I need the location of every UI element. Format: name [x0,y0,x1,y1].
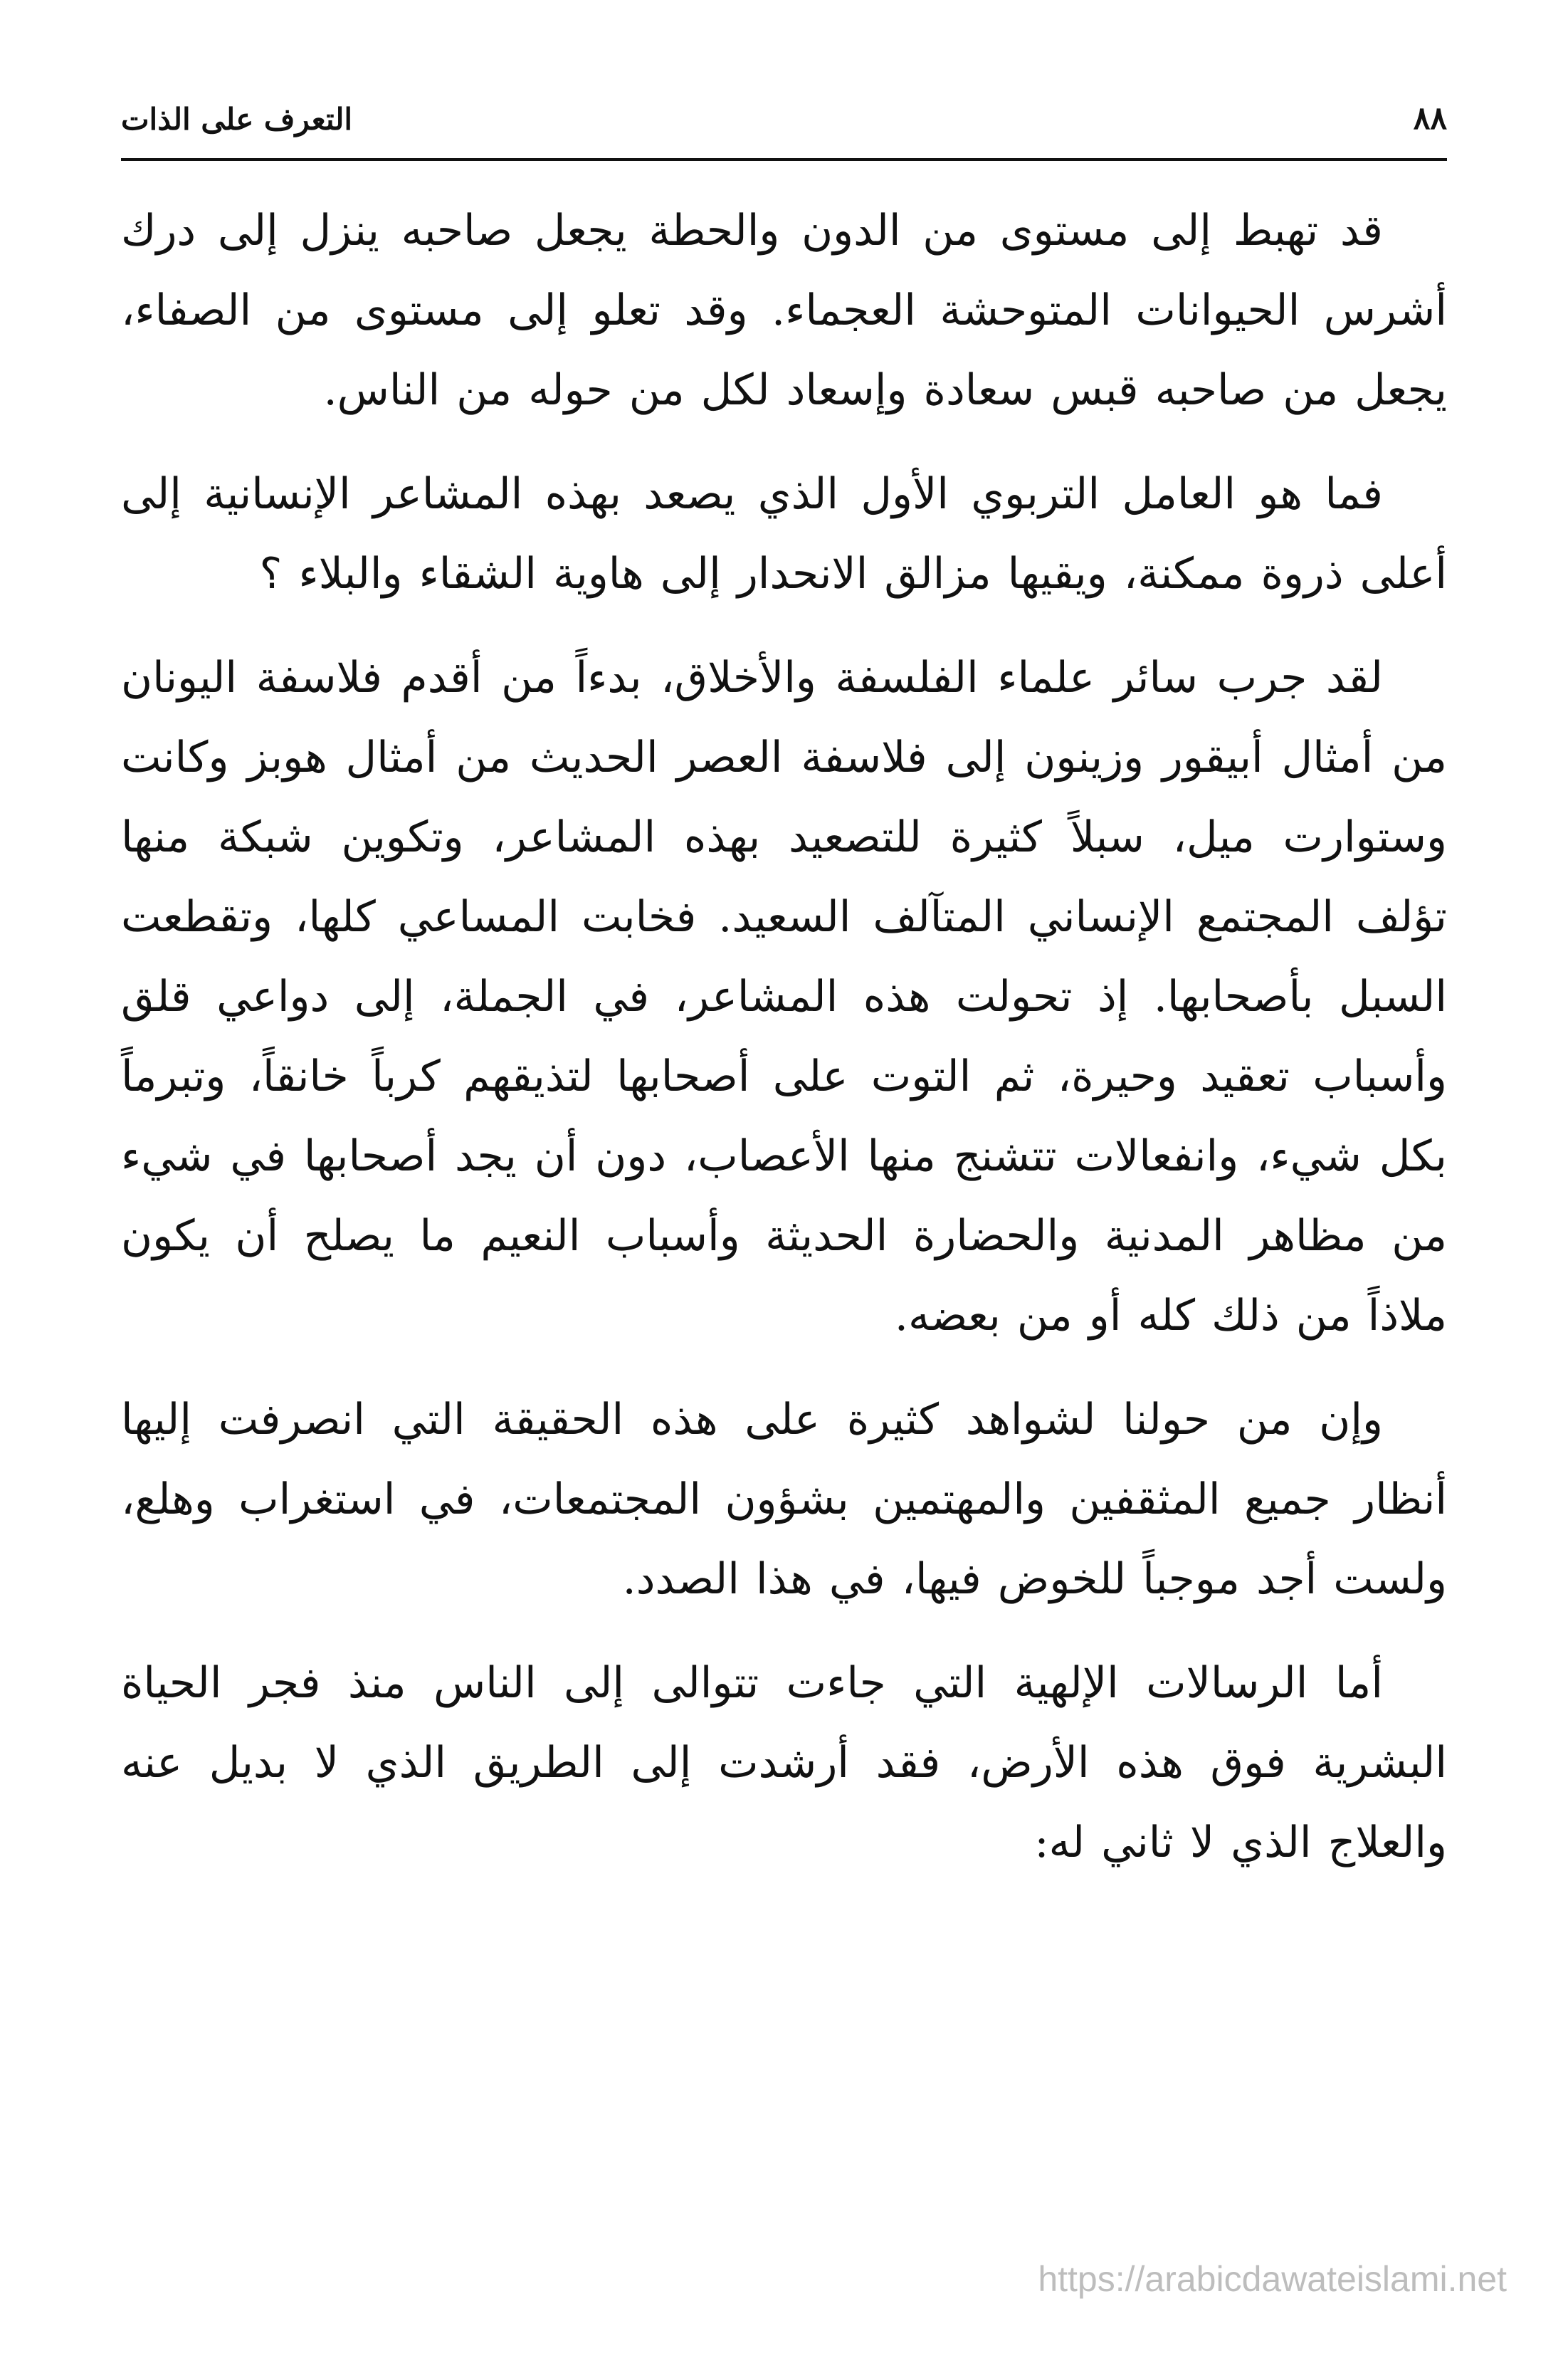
running-title: التعرف على الذات [121,102,353,137]
paragraph-4: وإن من حولنا لشواهد كثيرة على هذه الحقيقة التي انصرفت إليها أنظار جميع المثقفين والمهتمين بشؤون المجتمعات، في استغراب وهلع، ولست أجد موجباً للخوض فيها، في هذا الصدد. [121,1395,1447,1604]
page-body [121,191,1447,1907]
source-watermark: https://arabicdawateislami.net [1038,2259,1507,2299]
paragraph-5: أما الرسالات الإلهية التي جاءت تتوالى إلى الناس منذ فجر الحياة البشرية فوق هذه الأرض، فقد أرشدت إلى الطريق الذي لا بديل عنه والعلاج الذي لا ثاني له: [121,1658,1447,1867]
paragraph-1: قد تهبط إلى مستوى من الدون والحطة يجعل صاحبه ينزل إلى درك أشرس الحيوانات المتوحشة العجماء. وقد تعلو إلى مستوى من الصفاء، يجعل من صاحبه قبس سعادة وإسعاد لكل من حوله من الناس. [121,206,1447,415]
page-number: ٨٨ [1413,100,1447,137]
paragraph-2: فما هو العامل التربوي الأول الذي يصعد بهذه المشاعر الإنسانية إلى أعلى ذروة ممكنة، ويقيها مزالق الانحدار إلى هاوية الشقاء والبلاء ؟ [121,469,1447,599]
paragraph-3: لقد جرب سائر علماء الفلسفة والأخلاق، بدءاً من أقدم فلاسفة اليونان من أمثال أبيقور وزينون إلى فلاسفة العصر الحديث من أمثال هوبز وكانت وستوارت ميل، سبلاً كثيرة للتصعيد بهذه المشاعر، وتكوين شبكة منها تؤلف المجتمع الإنساني المتآلف السعيد. فخابت المساعي كلها، وتقطعت السبل بأصحابها. إذ تحولت هذه المشاعر، في الجملة، إلى دواعي قلق وأسباب تعقيد وحيرة، ثم التوت على أصحابها لتذيقهم كرباً خانقاً، وتبرماً بكل شيء، وانفعالات تتشنج منها الأعصاب، دون أن يجد أصحابها في شيء من مظاهر المدنية والحضارة الحديثة وأسباب النعيم ما يصلح أن يكون ملاذاً من ذلك كله أو من بعضه. [121,653,1447,1341]
page-header [121,91,1447,148]
header-divider [121,158,1447,161]
